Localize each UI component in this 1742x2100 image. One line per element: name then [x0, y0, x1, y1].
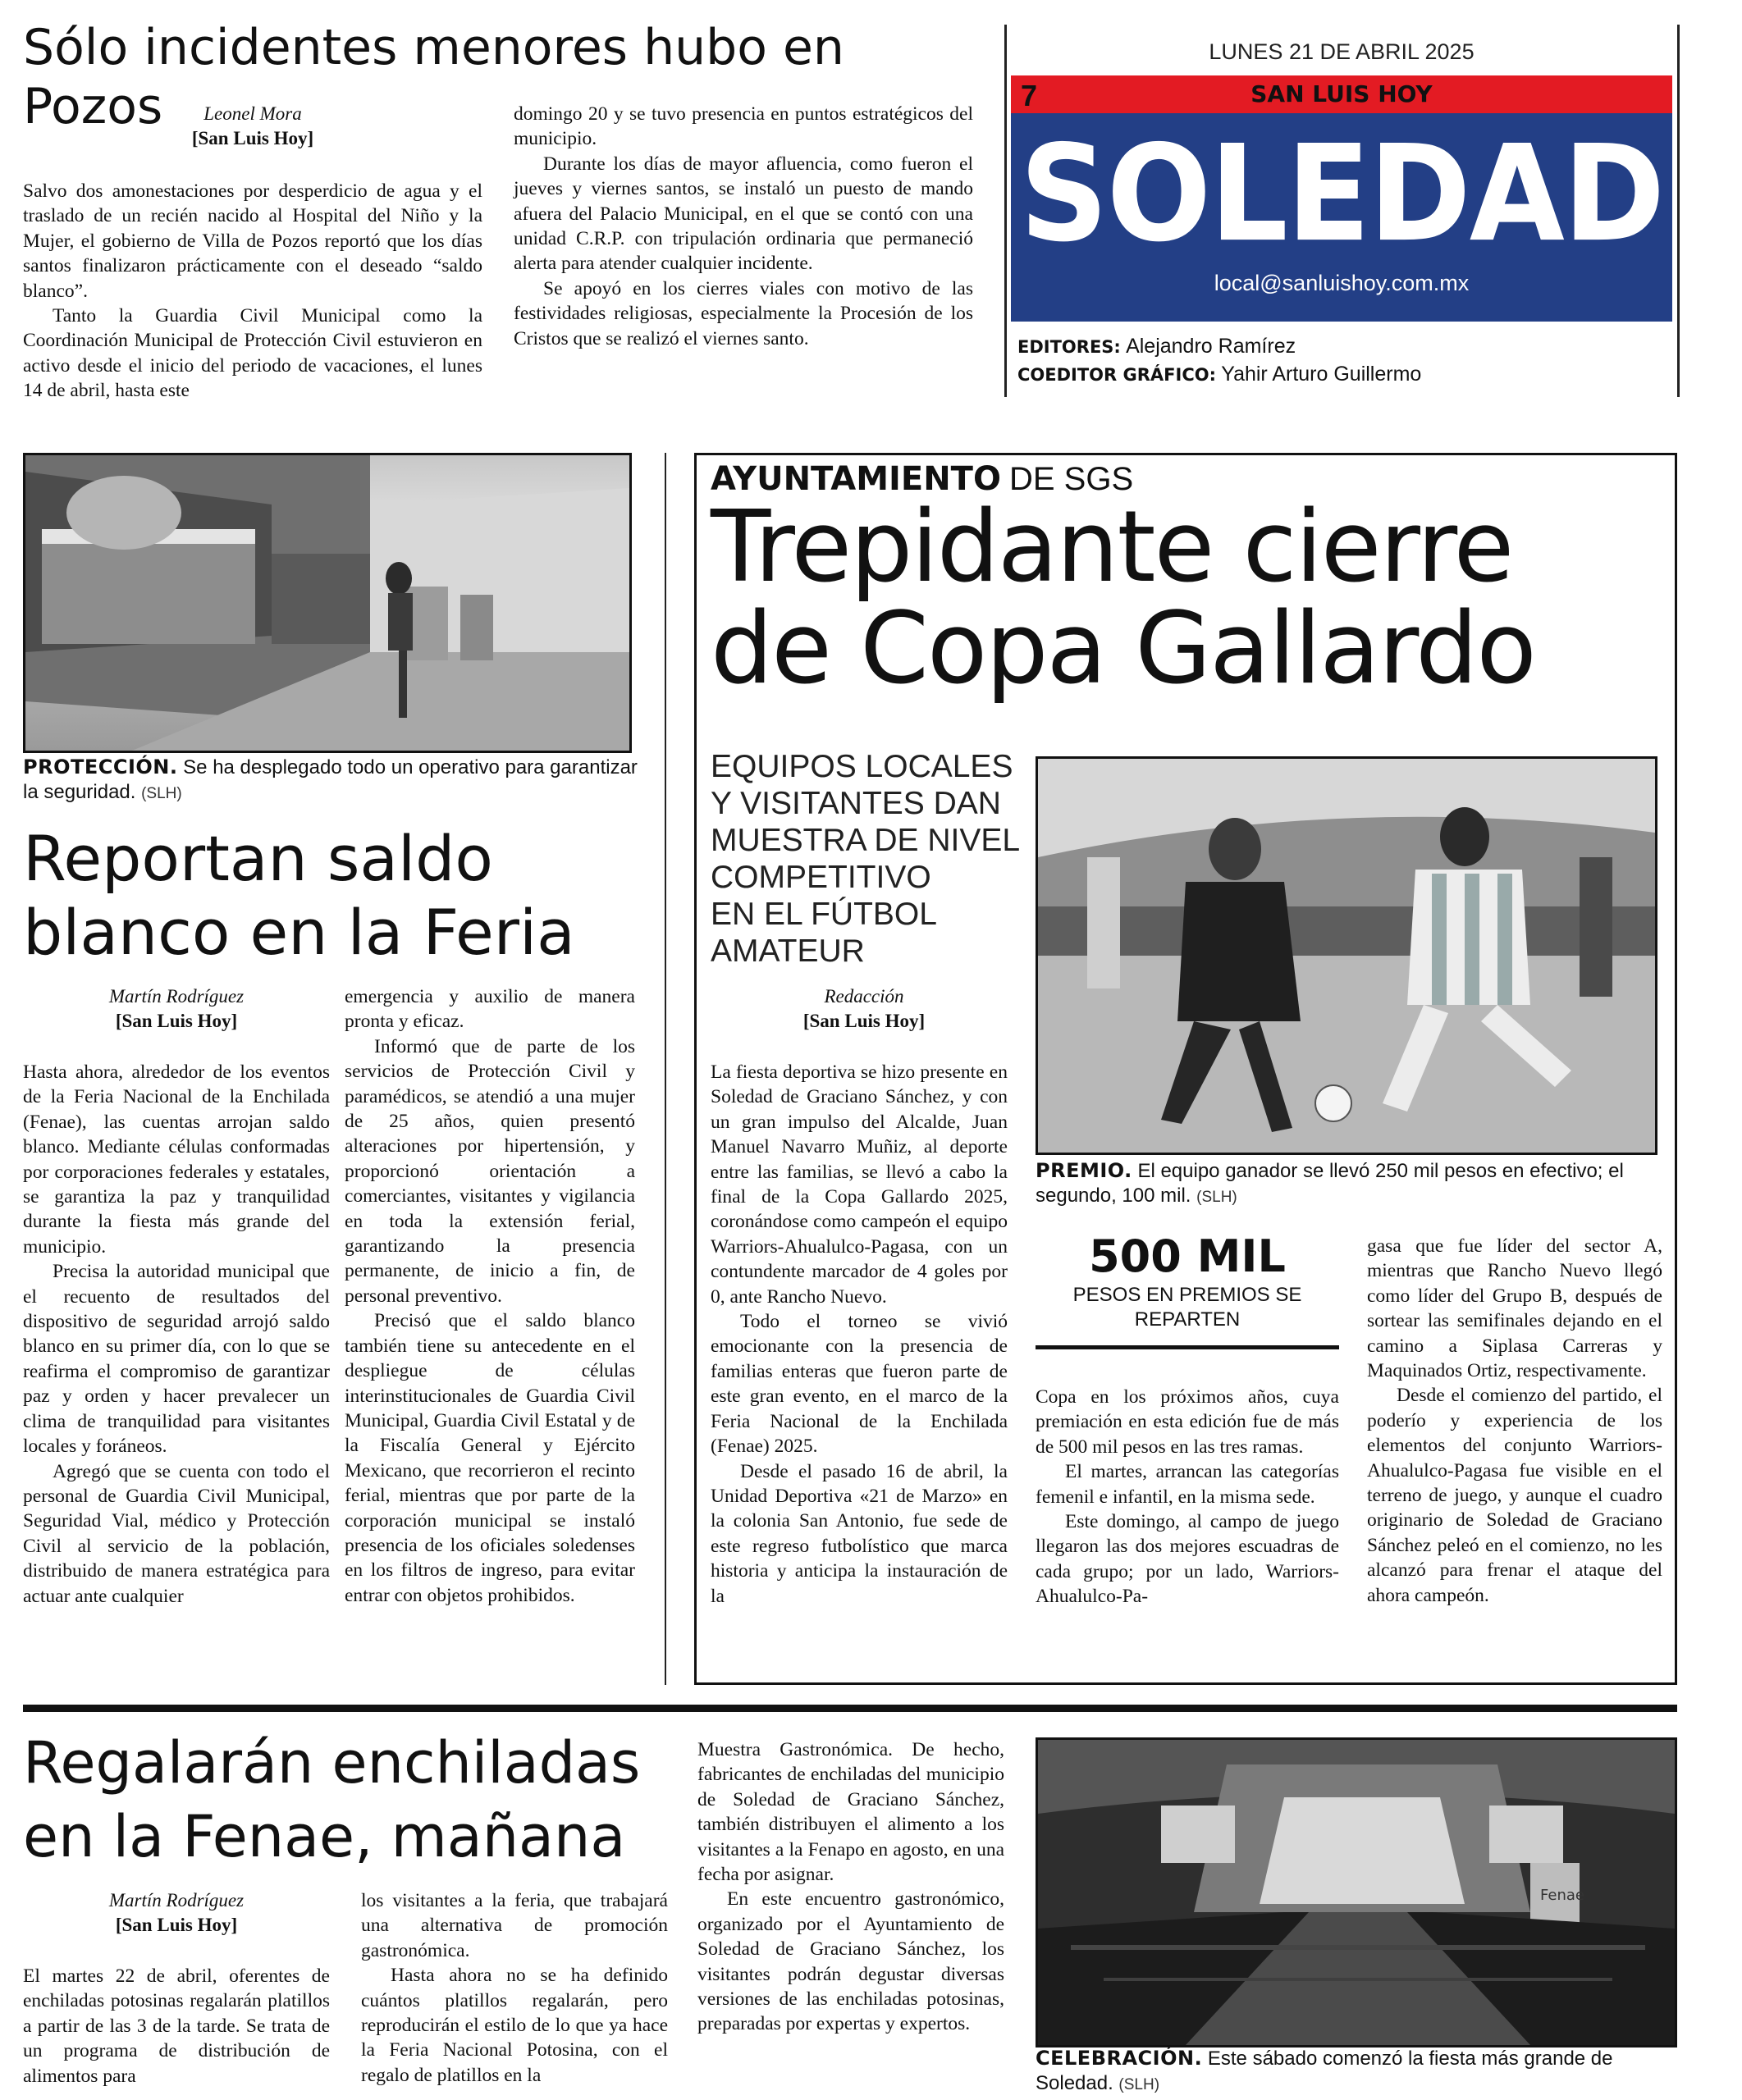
caption-label: CELEBRACIÓN.	[1036, 2047, 1203, 2070]
deck-line: EN EL FÚTBOL	[711, 897, 937, 932]
feria-headline	[23, 822, 679, 970]
section-email[interactable]: local@sanluishoy.com.mx	[1214, 271, 1470, 295]
top-story-column-2	[514, 102, 973, 351]
prize-stat-value: 500 MIL	[1089, 1230, 1286, 1282]
feria-headline-line-1: Reportan saldo	[23, 822, 493, 895]
paragraph: Durante los días de mayor afluencia, como fueron el jueves y viernes santos, se instaló un puesto de mando afuera del Palacio Municipal, en el que se contó con una unidad C.R.P. con tripulación ordinaria que permaneció alerta para atender cualquier incidente.	[514, 153, 973, 275]
graphic-editor-line	[1017, 363, 1421, 386]
copa-headline-line-1: Trepidante cierre	[711, 491, 1513, 605]
caption-credit: (SLH)	[141, 785, 182, 802]
caption-label: PROTECCIÓN.	[23, 756, 178, 778]
outlet-name: [San Luis Hoy]	[802, 1011, 926, 1031]
author-name: Redacción	[824, 986, 904, 1007]
issue-date: LUNES 21 DE ABRIL 2025	[1209, 39, 1475, 64]
graphic-editor-name: Yahir Arturo Guillermo	[1221, 363, 1422, 386]
page-number: 7	[1021, 79, 1038, 112]
paragraph: En este encuentro gastronómico, organizado por el Ayuntamiento de Soledad de Graciano Sánchez, los visitantes podrán degustar diversas versiones de las enchiladas potosinas, preparadas por expertas y expertos.	[697, 1888, 1004, 2035]
copa-kicker-rest: DE SGS	[1008, 461, 1134, 497]
copa-photo	[1036, 756, 1657, 1155]
deck-line: Y VISITANTES DAN	[711, 786, 1001, 821]
paragraph: Salvo dos amonestaciones por desperdicio de agua y el traslado de un recién nacido al Hospital del Niño y la Mujer, el gobierno de Villa de Pozos reportó que los días santos finalizaron prácticamente con el deseado “saldo blanco”.	[23, 180, 482, 302]
outlet-name: [San Luis Hoy]	[115, 1011, 238, 1031]
caption-text: Este sábado comenzó la fiesta más grande de Soledad.	[1036, 2048, 1613, 2094]
celebration-photo-caption	[1036, 2046, 1672, 2098]
copa-column-1	[711, 1060, 1008, 1609]
feria-byline	[23, 984, 330, 1034]
paragraph: El martes 22 de abril, oferentes de enchiladas potosinas regalarán platillos a partir de las 3 de la tarde. Se trata de un programa de distribución de alimentos para	[23, 1965, 330, 2087]
masthead-blue-panel	[1011, 113, 1672, 322]
paragraph: La fiesta deportiva se hizo presente en Soledad de Graciano Sánchez, y con un gran impulso del Alcalde, Juan Manuel Navarro Muñiz, al deporte entre las familias, se llevó a cabo la final de la Copa Gallardo 2025, coronándose como campeón el equipo Warriors-Ahualulco-Pagasa, con un contundente marcador de 4 goles por 0, ante Rancho Nuevo.	[711, 1061, 1008, 1308]
caption-text: El equipo ganador se llevó 250 mil pesos en efectivo; el segundo, 100 mil.	[1036, 1160, 1624, 1207]
deck-line: EQUIPOS LOCALES	[711, 749, 1013, 784]
editors-label: EDITORES:	[1017, 337, 1121, 357]
enchiladas-column-2	[361, 1888, 668, 2088]
feria-photo	[23, 453, 632, 753]
caption-credit: (SLH)	[1118, 2076, 1160, 2093]
top-story-column-1	[23, 179, 482, 404]
author-name: Martín Rodríguez	[108, 986, 245, 1007]
feria-right-rule	[665, 453, 666, 1685]
deck-line: MUESTRA DE NIVEL	[711, 823, 1021, 858]
concert-crowd-scene	[1038, 1740, 1675, 2045]
copa-column-2	[1036, 1385, 1339, 1609]
feria-column-1	[23, 1060, 330, 1609]
paragraph: El martes, arrancan las categorías femenil e infantil, en la misma sede.	[1036, 1461, 1339, 1508]
paragraph: Desde el comienzo del partido, el poderío y experiencia de los elementos del conjunto Warriors-Ahualulco-Pagasa fue visible en el terreno de juego, y aunque el cuadro originario de Soledad de Graciano Sánchez peleó en el comienzo, no les alcanzó para frenar el ataque del ahora campeón.	[1367, 1385, 1662, 1606]
deck-line: COMPETITIVO	[711, 860, 931, 895]
feria-street-scene	[25, 455, 629, 751]
feria-photo-caption	[23, 755, 647, 806]
enchiladas-byline	[23, 1888, 330, 1938]
copa-deck	[711, 748, 1022, 970]
paragraph: Precisa la autoridad municipal que el recuento de resultados del dispositivo de seguridad arrojó saldo blanco en su primer día, con lo que se reafirma el compromiso de garantizar paz y orden y hacer prevalecer un clima de tranquilidad para visitantes locales y foráneos.	[23, 1261, 330, 1458]
outlet-name: [San Luis Hoy]	[115, 1915, 238, 1935]
paragraph: Copa en los próximos años, cuya premiación en esta edición fue de más de 500 mil pesos en las tres ramas.	[1036, 1386, 1339, 1458]
paper-name: SAN LUIS HOY	[1250, 80, 1433, 107]
caption-text: Se ha desplegado todo un operativo para garantizar la seguridad.	[23, 756, 638, 803]
feria-column-2	[345, 984, 635, 1608]
copa-column-3	[1367, 1234, 1662, 1608]
feria-headline-line-2: blanco en la Feria	[23, 896, 575, 969]
paragraph: domingo 20 y se tuvo presencia en puntos estratégicos del municipio.	[514, 103, 973, 150]
prize-stat-rule	[1036, 1345, 1339, 1349]
paragraph: Todo el torneo se vivió emocionante con la presencia de familias enteras que fueron parte de este gran evento, en el marco de la Feria Nacional de la Enchilada (Fenae) 2025.	[711, 1311, 1008, 1458]
enchiladas-headline-line-2: en la Fenae, mañana	[23, 1803, 626, 1870]
prize-stat-label: PESOS EN PREMIOS SE REPARTEN	[1072, 1284, 1302, 1331]
graphic-editor-label: COEDITOR GRÁFICO:	[1017, 365, 1216, 385]
paragraph: los visitantes a la feria, que trabajará una alternativa de promoción gastronómica.	[361, 1890, 668, 1961]
prize-stat-box	[1036, 1230, 1339, 1339]
caption-credit: (SLH)	[1196, 1189, 1237, 1206]
paragraph: Este domingo, al campo de juego llegaron las dos mejores escuadras de cada grupo; por un lado, Warriors-Ahualulco-Pa-	[1036, 1511, 1339, 1608]
bottom-section-rule	[23, 1705, 1677, 1712]
copa-headline-line-2: de Copa Gallardo	[711, 592, 1535, 706]
paragraph: Hasta ahora, alrededor de los eventos de la Feria Nacional de la Enchilada (Fenae), las cuentas arrojan saldo blanco. Mediante células conformadas por corporaciones federales y estatales, se garantiza la paz y tranquilidad durante la fiesta más grande del municipio.	[23, 1061, 330, 1258]
enchiladas-headline	[23, 1726, 696, 1874]
copa-headline	[711, 491, 1679, 706]
top-story-headline: Sólo incidentes menores hubo en Pozos	[23, 19, 844, 135]
enchiladas-column-3	[697, 1737, 1004, 2037]
copa-byline	[711, 984, 1017, 1034]
paragraph: Tanto la Guardia Civil Municipal como la Coordinación Municipal de Protección Civil estuvieron en activo desde el inicio del periodo de vacaciones, el lunes 14 de abril, hasta este	[23, 305, 482, 402]
enchiladas-headline-line-1: Regalarán enchiladas	[23, 1729, 641, 1796]
caption-label: PREMIO.	[1036, 1159, 1132, 1182]
paragraph: Hasta ahora no se ha definido cuántos platillos regalarán, pero reproducirán el estilo de lo que ya hace la Feria Nacional Potosina, con el regalo de platillos en la	[361, 1965, 668, 2086]
author-name: Leonel Mora	[203, 103, 302, 124]
masthead-right-rule	[1677, 25, 1680, 397]
masthead-left-rule	[1004, 25, 1007, 397]
paragraph: Precisó que el saldo blanco también tiene su antecedente en el despliegue de células interinstitucionales de Guardia Civil Municipal, Guardia Civil Estatal y de la Fiscalía General y Ejército Mexicano, que recorrieron el recinto ferial, mientras que por parte de la corporación municipal se instaló presencia de los oficiales soledenses en los filtros de ingreso, para evitar entrar con objetos prohibidos.	[345, 1310, 635, 1606]
banner-text: Fenae	[1540, 1887, 1584, 1904]
deck-line: AMATEUR	[711, 934, 865, 969]
paragraph: Agregó que se cuenta con todo el personal de Guardia Civil Municipal, Seguridad Vial, médico y Protección Civil al servicio de la población, distribuido de manera estratégica para actuar ante cualquier	[23, 1460, 330, 1607]
football-match-scene	[1038, 759, 1655, 1153]
paragraph: Se apoyó en los cierres viales con motivo de las festividades religiosas, especialmente la Procesión de los Cristos que se realizó el viernes santo.	[514, 277, 973, 349]
editors-names: Alejandro Ramírez	[1126, 335, 1296, 358]
masthead-red-band	[1011, 75, 1672, 113]
paragraph: Desde el pasado 16 de abril, la Unidad Deportiva «21 de Marzo» en la colonia San Antonio, fue sede de este regreso futbolístico que marca historia y anticipa la instauración de la	[711, 1460, 1008, 1607]
section-title: SOLEDAD	[1019, 117, 1664, 272]
outlet-name: [San Luis Hoy]	[191, 128, 314, 148]
copa-photo-caption	[1036, 1158, 1672, 1210]
paragraph: gasa que fue líder del sector A, mientras que Rancho Nuevo llegó como líder del Grupo B, después de sortear las semifinales dejando en el camino a Siplasa Carreras y Maquinados Ortiz, respectivamente.	[1367, 1235, 1662, 1382]
enchiladas-column-1	[23, 1964, 330, 2089]
author-name: Martín Rodríguez	[108, 1890, 245, 1911]
paragraph: emergencia y auxilio de manera pronta y eficaz.	[345, 986, 635, 1033]
top-story-byline	[23, 102, 482, 151]
paragraph: Informó que de parte de los servicios de Protección Civil y paramédicos, se atendió a una mujer de 25 años, quien presentó alteraciones por hipertensión, y proporcionó orientación a comerciantes, visitantes y vigilancia en toda la extensión ferial, garantizando la presencia permanente, de inicio a fin, de personal preventivo.	[345, 1035, 635, 1307]
paragraph: Muestra Gastronómica. De hecho, fabricantes de enchiladas del municipio de Soledad de Graciano Sánchez, también distribuyen el alimento a los visitantes a la Fenapo en agosto, en una fecha por asignar.	[697, 1739, 1004, 1886]
celebration-photo	[1036, 1737, 1677, 2048]
copa-kicker-bold: AYUNTAMIENTO	[711, 460, 1001, 498]
editors-line	[1017, 335, 1296, 358]
